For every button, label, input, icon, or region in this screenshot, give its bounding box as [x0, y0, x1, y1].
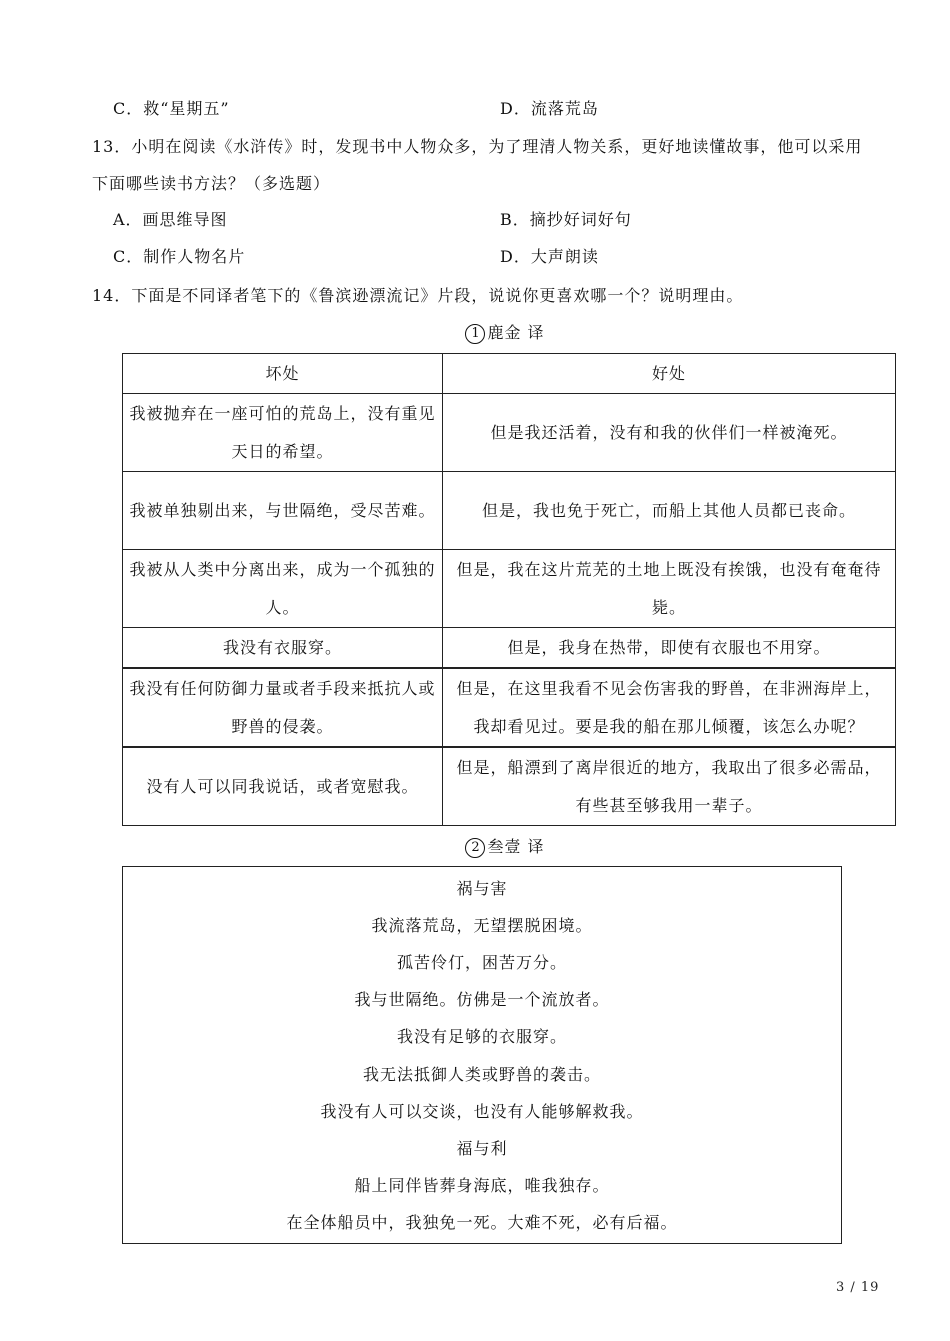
cell-bad: 我被从人类中分离出来，成为一个孤独的人。: [123, 550, 443, 628]
question-14-prompt: 14．下面是不同译者笔下的《鲁滨逊漂流记》片段，说说你更喜欢哪一个？说明理由。: [92, 286, 744, 305]
translation-1-caption: [0, 323, 950, 344]
box-line: 我没有足够的衣服穿。: [396, 1027, 567, 1046]
option-d-q13: D．大声朗读: [500, 247, 599, 266]
cell-bad: 我没有任何防御力量或者手段来抵抗人或野兽的侵袭。: [123, 668, 443, 747]
option-c-q12: C．救“星期五”: [113, 99, 230, 118]
box-line: 我没有人可以交谈，也没有人能够解救我。: [320, 1102, 644, 1121]
question-13-line-1: 13．小明在阅读《水浒传》时，发现书中人物众多，为了理清人物关系，更好地读懂故事，他可以采用: [92, 137, 863, 156]
translation-2-box: [122, 866, 842, 1244]
box-line: 祸与害: [456, 879, 508, 898]
cell-bad: 我没有衣服穿。: [123, 628, 443, 669]
option-a-q13: A．画思维导图: [113, 210, 228, 229]
page-number: 3 / 19: [836, 1280, 880, 1295]
box-line: 我与世隔绝。仿佛是一个流放者。: [354, 990, 610, 1009]
header-good: 好处: [443, 354, 896, 394]
box-line: 在全体船员中，我独免一死。大难不死，必有后福。: [286, 1213, 678, 1232]
box-line: 我流落荒岛，无望摆脱困境。: [371, 916, 593, 935]
circled-number-one: 1: [465, 324, 485, 344]
cell-bad: 我被抛弃在一座可怕的荒岛上，没有重见天日的希望。: [123, 394, 443, 472]
cell-bad: 我被单独剔出来，与世隔绝，受尽苦难。: [123, 472, 443, 550]
table-row: [123, 550, 896, 628]
box-line: 福与利: [456, 1139, 508, 1158]
cell-good: 但是我还活着，没有和我的伙伴们一样被淹死。: [443, 394, 896, 472]
table-row: [123, 668, 896, 747]
box-line: 船上同伴皆葬身海底，唯我独存。: [354, 1176, 610, 1195]
option-b-q13: B．摘抄好词好句: [500, 210, 632, 229]
circled-number-two: 2: [465, 838, 485, 858]
cell-good: 但是，船漂到了离岸很近的地方，我取出了很多必需品，有些甚至够我用一辈子。: [443, 747, 896, 826]
table-row: [123, 394, 896, 472]
cell-bad: 没有人可以同我说话，或者宽慰我。: [123, 747, 443, 826]
cell-good: 但是，我也免于死亡，而船上其他人员都已丧命。: [443, 472, 896, 550]
question-13-line-2: 下面哪些读书方法？（多选题）: [92, 174, 331, 193]
translation-1-table: [122, 353, 896, 826]
table-header-row: [123, 354, 896, 394]
translation-2-title: 叁壹 译: [487, 837, 545, 856]
cell-good: 但是，在这里我看不见会伤害我的野兽，在非洲海岸上，我却看见过。要是我的船在那儿倾覆，该怎么办呢？: [443, 668, 896, 747]
table-row: [123, 747, 896, 826]
box-line: 我无法抵御人类或野兽的袭击。: [362, 1065, 601, 1084]
table-row: [123, 628, 896, 669]
cell-good: 但是，我身在热带，即使有衣服也不用穿。: [443, 628, 896, 669]
option-d-q12: D．流落荒岛: [500, 99, 599, 118]
box-line: 孤苦伶仃，困苦万分。: [396, 953, 567, 972]
header-bad: 坏处: [123, 354, 443, 394]
table-row: [123, 472, 896, 550]
option-c-q13: C．制作人物名片: [113, 247, 246, 266]
translation-1-title: 鹿金 译: [487, 323, 545, 342]
translation-2-caption: [0, 837, 950, 858]
cell-good: 但是，我在这片荒芜的土地上既没有挨饿，也没有奄奄待毙。: [443, 550, 896, 628]
